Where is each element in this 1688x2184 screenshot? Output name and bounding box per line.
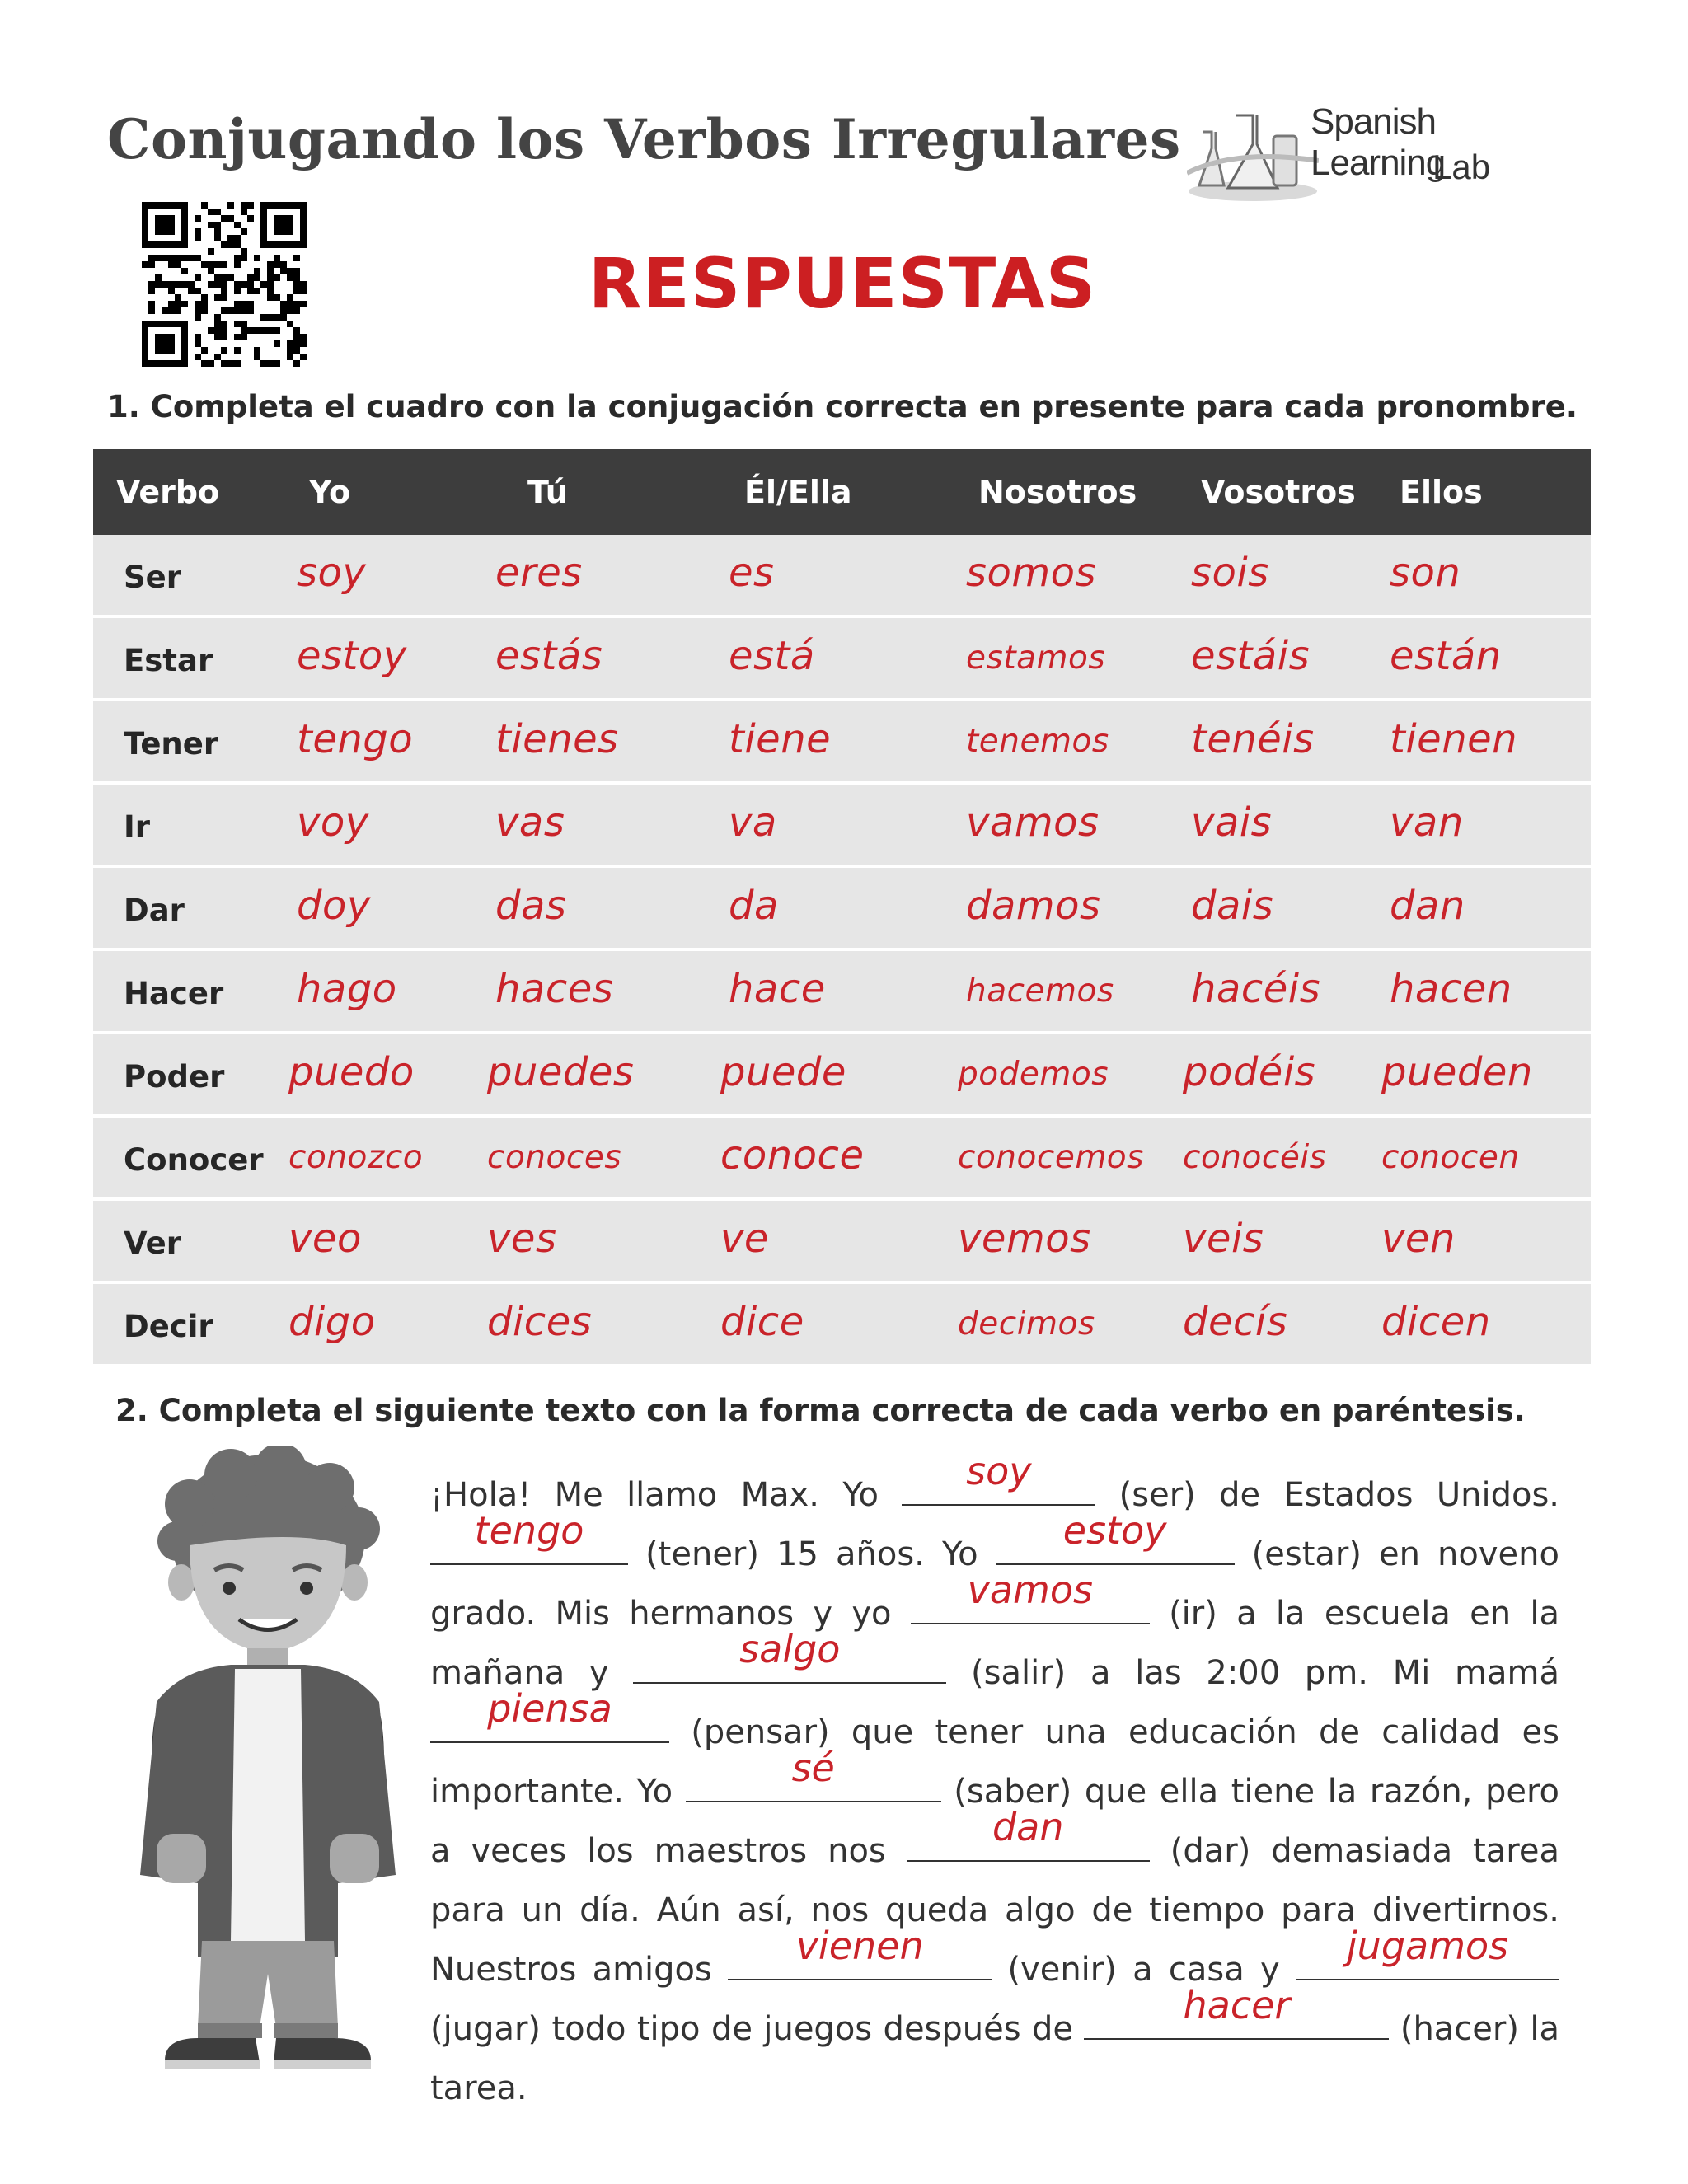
- table-row: [93, 701, 1591, 781]
- conjugation-answer: vamos: [966, 799, 1100, 846]
- verb-label: Decir: [124, 1309, 213, 1344]
- header-tu: Tú: [528, 474, 568, 510]
- table-body: [93, 535, 1591, 1364]
- conjugation-answer: estoy: [297, 633, 407, 679]
- conjugation-answer: puedes: [487, 1049, 635, 1095]
- verb-label: Ir: [124, 809, 151, 845]
- conjugation-answer: pueden: [1381, 1049, 1533, 1095]
- table-row: [93, 618, 1591, 698]
- verb-label: Poder: [124, 1059, 225, 1094]
- table-row: [93, 868, 1591, 948]
- answer-4: vamos: [967, 1568, 1093, 1612]
- conjugation-answer: hago: [297, 966, 397, 1012]
- text-segment: (ser) de Estados Unidos.: [1095, 1476, 1559, 1514]
- verb-label: Conocer: [124, 1142, 264, 1178]
- answer-blank-5[interactable]: [633, 1627, 946, 1684]
- text-segment: (estar) en noveno grado. Mis hermanos y yo: [430, 1535, 1559, 1633]
- conjugation-answer: hacéis: [1191, 966, 1321, 1012]
- conjugation-answer: conocéis: [1183, 1139, 1327, 1176]
- text-segment: (pensar) que tener una educación de calidad es importante. Yo: [430, 1713, 1559, 1811]
- verb-label: Ver: [124, 1226, 181, 1261]
- answer-blank-11[interactable]: [1084, 1983, 1389, 2040]
- conjugation-answer: veo: [288, 1216, 362, 1262]
- logo-text-lab: Lab: [1432, 148, 1491, 186]
- conjugation-answer: ve: [720, 1216, 769, 1262]
- conjugation-answer: dais: [1191, 883, 1274, 929]
- conjugation-answer: estamos: [966, 640, 1106, 677]
- conjugation-answer: veis: [1183, 1216, 1264, 1262]
- conjugation-answer: tengo: [297, 716, 414, 762]
- header-yo: Yo: [309, 474, 351, 510]
- conjugation-answer: puede: [720, 1049, 846, 1095]
- conjugation-answer: van: [1390, 799, 1464, 846]
- conjugation-answer: tenemos: [966, 723, 1109, 760]
- conjugation-answer: das: [495, 883, 567, 929]
- conjugation-answer: conocen: [1381, 1139, 1520, 1176]
- conjugation-answer: conoces: [487, 1139, 622, 1176]
- answer-9: vienen: [795, 1924, 924, 1968]
- conjugation-table: [93, 449, 1591, 1364]
- text-segment: ¡Hola! Me llamo Max. Yo: [430, 1476, 903, 1514]
- table-row: [93, 1284, 1591, 1364]
- fill-in-paragraph: [430, 1449, 1560, 2118]
- text-segment: (hacer) la tarea.: [430, 2010, 1559, 2107]
- conjugation-answer: soy: [297, 550, 367, 596]
- conjugation-answer: podéis: [1183, 1049, 1316, 1095]
- conjugation-answer: eres: [495, 550, 583, 596]
- answer-blank-7[interactable]: [686, 1746, 941, 1802]
- table-row: [93, 785, 1591, 865]
- conjugation-answer: estás: [495, 633, 603, 679]
- conjugation-answer: doy: [297, 883, 371, 929]
- answer-10: jugamos: [1346, 1924, 1509, 1968]
- conjugation-answer: tiene: [729, 716, 832, 762]
- logo-text: Spanish Learning: [1311, 101, 1446, 183]
- conjugation-answer: conozco: [288, 1139, 424, 1176]
- conjugation-answer: dice: [720, 1299, 804, 1345]
- answer-blank-2[interactable]: [430, 1508, 628, 1565]
- answer-1: soy: [966, 1449, 1032, 1493]
- instruction-2: 2. Completa el siguiente texto con la forma correcta de cada verbo en paréntesis.: [115, 1393, 1526, 1428]
- conjugation-answer: están: [1390, 633, 1502, 679]
- conjugation-answer: voy: [297, 799, 369, 846]
- text-segment: (ir) a la escuela en la mañana y: [430, 1595, 1560, 1692]
- text-segment: (saber) que ella tiene la razón, pero a veces los maestros nos: [430, 1773, 1560, 1870]
- table-row: [93, 1118, 1591, 1197]
- conjugation-answer: vemos: [958, 1216, 1091, 1262]
- conjugation-answer: digo: [288, 1299, 376, 1345]
- table-row: [93, 1034, 1591, 1114]
- answers-heading: RESPUESTAS: [588, 243, 1097, 324]
- conjugation-answer: hacemos: [966, 972, 1114, 1010]
- student-illustration: [132, 1446, 404, 2073]
- conjugation-answer: son: [1390, 550, 1461, 596]
- page-title: Conjugando los Verbos Irregulares: [107, 107, 1181, 171]
- header-el-ella: Él/Ella: [744, 474, 852, 510]
- header-nosotros: Nosotros: [978, 474, 1137, 510]
- answer-5: salgo: [739, 1627, 841, 1671]
- answer-2: tengo: [474, 1508, 584, 1553]
- conjugation-answer: tenéis: [1191, 716, 1315, 762]
- conjugation-answer: hacen: [1390, 966, 1512, 1012]
- answer-11: hacer: [1183, 1983, 1291, 2027]
- conjugation-answer: damos: [966, 883, 1101, 929]
- table-header: [93, 449, 1591, 535]
- conjugation-answer: tienen: [1390, 716, 1518, 762]
- spanish-learning-lab-logo: [1187, 95, 1550, 206]
- verb-label: Tener: [124, 726, 219, 762]
- conjugation-answer: decís: [1183, 1299, 1288, 1345]
- text-segment: (salir) a las 2:00 pm. Mi mamá: [946, 1654, 1559, 1692]
- conjugation-answer: va: [729, 799, 777, 846]
- conjugation-answer: tienes: [495, 716, 619, 762]
- conjugation-answer: vas: [495, 799, 565, 846]
- conjugation-answer: está: [729, 633, 815, 679]
- conjugation-answer: conoce: [720, 1132, 865, 1179]
- text-segment: (venir) a casa y: [992, 1951, 1296, 1989]
- conjugation-answer: sois: [1191, 550, 1269, 596]
- conjugation-answer: es: [729, 550, 775, 596]
- answer-blank-8[interactable]: [907, 1805, 1150, 1862]
- table-row: [93, 535, 1591, 615]
- text-segment: (tener) 15 años. Yo: [628, 1535, 996, 1573]
- conjugation-answer: da: [729, 883, 779, 929]
- conjugation-answer: vais: [1191, 799, 1273, 846]
- conjugation-answer: dicen: [1381, 1299, 1491, 1345]
- table-row: [93, 951, 1591, 1031]
- conjugation-answer: hace: [729, 966, 826, 1012]
- conjugation-answer: puedo: [288, 1049, 415, 1095]
- answer-8: dan: [992, 1805, 1064, 1849]
- conjugation-answer: estáis: [1191, 633, 1311, 679]
- text-segment: (jugar) todo tipo de juegos después de: [430, 2010, 1085, 2048]
- table-row: [93, 1201, 1591, 1281]
- verb-label: Hacer: [124, 976, 224, 1011]
- conjugation-answer: ves: [487, 1216, 557, 1262]
- header-vosotros: Vosotros: [1201, 474, 1356, 510]
- answer-3: estoy: [1062, 1508, 1167, 1553]
- conjugation-answer: conocemos: [958, 1139, 1144, 1176]
- conjugation-answer: somos: [966, 550, 1097, 596]
- header-verbo: Verbo: [116, 474, 220, 510]
- conjugation-answer: ven: [1381, 1216, 1456, 1262]
- answer-blank-9[interactable]: [728, 1924, 992, 1980]
- header-ellos: Ellos: [1400, 474, 1483, 510]
- answer-blank-6[interactable]: [430, 1686, 669, 1743]
- answer-7: sé: [791, 1746, 835, 1790]
- beaker-icon: [1187, 99, 1319, 206]
- text-segment: (dar) demasiada tarea para un día. Aún así, nos queda algo de tiempo para divertirnos. Nuestros amigos: [430, 1832, 1559, 1989]
- conjugation-answer: dices: [487, 1299, 593, 1345]
- verb-label: Ser: [124, 560, 181, 595]
- conjugation-answer: decimos: [958, 1305, 1095, 1343]
- verb-label: Estar: [124, 643, 213, 678]
- conjugation-answer: dan: [1390, 883, 1465, 929]
- verb-label: Dar: [124, 893, 185, 928]
- conjugation-answer: podemos: [958, 1056, 1109, 1093]
- conjugation-answer: haces: [495, 966, 614, 1012]
- instruction-1: 1. Completa el cuadro con la conjugación correcta en presente para cada pronombre.: [107, 389, 1578, 424]
- answer-6: piensa: [487, 1686, 612, 1731]
